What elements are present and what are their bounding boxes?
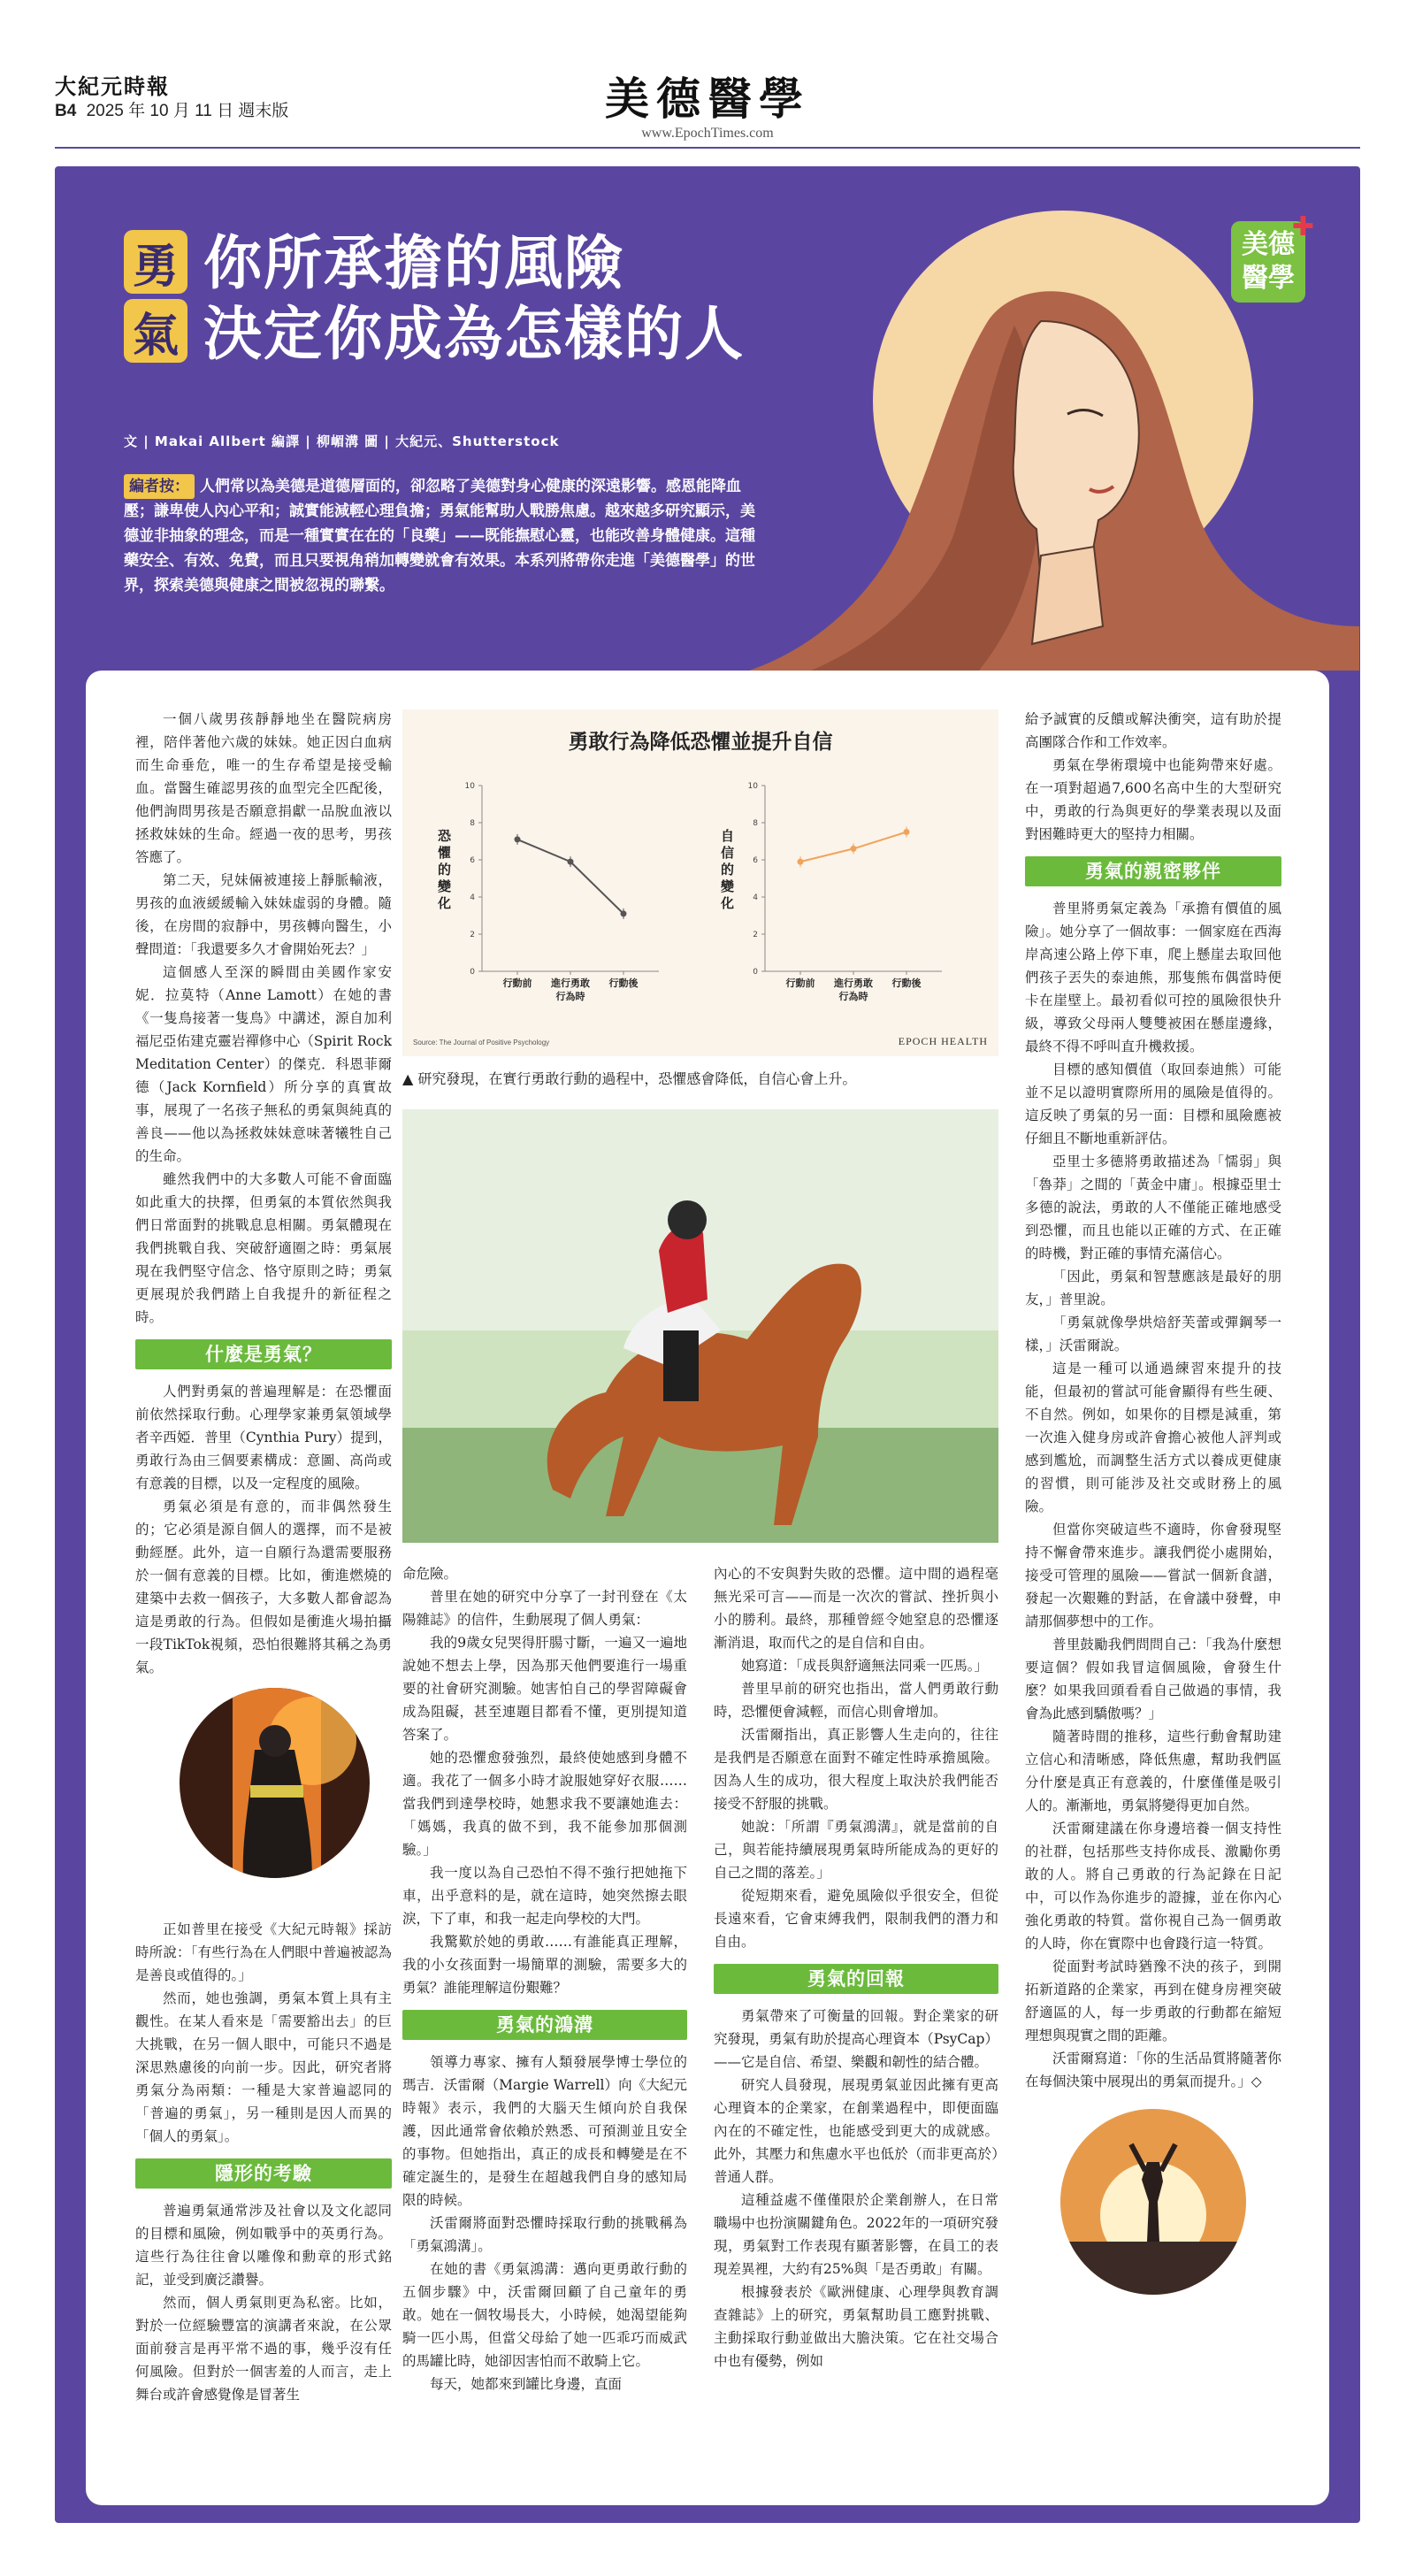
y-axis-label-char: 變 (438, 878, 452, 894)
paragraph: 我的9歲女兒哭得肝腸寸斷，一遍又一遍地說她不想去上學，因為那天他們要進行一場重要的社會研究測驗。她害怕自己的學習障礙會成為阻礙，甚至連題目都看不懂，更別提知道答案了。 (402, 1635, 687, 1743)
data-point (621, 910, 627, 916)
firefighter-image (180, 1688, 370, 1878)
paragraph: 正如普里在接受《大紀元時報》採訪時所說：「有些行為在人們眼中普遍被認為是善良或值得的。」 (135, 1921, 392, 1983)
paragraph: 她說：「所謂『勇氣鴻溝』，就是當前的自己，與若能持續展現勇氣時所能成為的更好的自己之間的落差。」 (714, 1819, 998, 1881)
x-tick-label: 行動前 (502, 978, 532, 989)
data-point (904, 829, 910, 835)
article-body (86, 671, 1329, 2505)
data-point (515, 836, 521, 842)
byline: 文 | Makai Allbert 編譯 | 柳嵋溝 圖 | 大紀元、Shutterstock (124, 433, 560, 449)
paragraph: 根據發表於《歐洲健康、心理學與教育調查雜誌》上的研究，勇氣幫助員工應對挑戰、主動採取行動並做出大膽決策。它在社交場合中也有優勢，例如 (714, 2284, 998, 2369)
paragraph: 給予誠實的反饋或解決衝突，這有助於提高團隊合作和工作效率。 (1025, 711, 1281, 750)
topic-badge-qi: 氣 (124, 299, 187, 363)
paragraph: 一個八歲男孩靜靜地坐在醫院病房裡，陪伴著他六歲的妹妹。她正因白血病而生命垂危，唯一的生存希望是接受輸血。當醫生確認男孩的血型完全匹配後，他們詢問男孩是否願意捐獻一品脫血液以拯救妹妹的生命。經過一夜的思考，男孩答應了。 (135, 711, 392, 865)
paragraph: 勇氣帶來了可衡量的回報。對企業家的研究發現，勇氣有助於提高心理資本（PsyCap）——它是自信、希望、樂觀和韌性的結合體。 (714, 2008, 998, 2070)
chart-source: Source: The Journal of Positive Psychology (413, 1039, 550, 1046)
x-tick-label: 行動後 (608, 978, 639, 989)
paragraph: 在她的書《勇氣鴻溝：邁向更勇敢行動的五個步驟》中，沃雷爾回顧了自己童年的勇敢。她在一個牧場長大，小時候，她渴望能夠騎一匹小馬，但當父母給了她一匹乖巧而威武的馬罐比時，她卻因害怕而不敢騎上它。 (402, 2261, 687, 2369)
y-axis-label-char: 化 (721, 895, 735, 911)
chart-plot (402, 709, 998, 1056)
hero-neck (1032, 547, 1103, 644)
y-axis-label-char: 信 (721, 845, 735, 861)
site-url[interactable]: www.EpochTimes.com (641, 126, 774, 141)
y-axis-label-char: 的 (438, 862, 452, 878)
x-tick-label: 行動前 (785, 978, 815, 989)
paragraph: 沃雷爾將面對恐懼時採取行動的挑戰稱為「勇氣鴻溝」。 (402, 2215, 687, 2254)
horse-rider-image (402, 1109, 998, 1543)
paper-name: 大紀元時報 (55, 73, 170, 99)
subheading: 勇氣的鴻溝 (402, 2010, 687, 2040)
paragraph: 她的恐懼愈發強烈，最終使她感到身體不適。我花了一個多小時才說服她穿好衣服……當我們到達學校時，她懇求我不要讓她進去：「媽媽，我真的做不到，我不能參加那個測驗。」 (402, 1750, 687, 1858)
paragraph: 「因此，勇氣和智慧應該是最好的朋友，」普里說。 (1025, 1269, 1281, 1307)
paragraph: 沃雷爾建議在你身邊培養一個支持性的社群，包括那些支持你成長、激勵你勇敢的人。將自己勇敢的行為記錄在日記中，可以作為你進步的證據，並在你內心強化勇敢的特質。當你視自己為一個勇敢的人時，你在實際中也會踐行這一特質。 (1025, 1821, 1281, 1951)
paragraph: 這種益處不僅僅限於企業創辦人，在日常職場中也扮演關鍵角色。2022年的一項研究發現，勇氣對工作表現有顯著影響，在員工的表現差異裡，大約有25%與「是否勇敢」有關。 (714, 2192, 998, 2277)
y-axis-label-char: 變 (721, 878, 735, 894)
chart-caption: ▲ 研究發現，在實行勇敢行動的過程中，恐懼感會降低，自信心會上升。 (402, 1070, 857, 1087)
data-point (568, 859, 574, 865)
paragraph: 普里早前的研究也指出，當人們勇敢行動時，恐懼便會減輕，而信心則會增加。 (714, 1681, 998, 1720)
column-1 (135, 708, 392, 2406)
paragraph: 從短期來看，避免風險似乎很安全，但從長遠來看，它會束縛我們，限制我們的潛力和自由。 (714, 1888, 998, 1950)
x-tick-label: 進行勇敢 (834, 978, 873, 989)
paragraph: 但當你突破這些不適時，你會發現堅持不懈會帶來進步。讓我們從小處開始，接受可管理的風險——嘗試一個新食譜，發起一次艱難的對話，在會議中發聲，申請那個夢想中的工作。 (1025, 1522, 1281, 1629)
y-tick-label: 4 (470, 893, 475, 902)
chart-title: 勇敢行為降低恐懼並提升自信 (568, 731, 833, 754)
paragraph: 雖然我們中的大多數人可能不會面臨如此重大的抉擇，但勇氣的本質依然與我們日常面對的挑戰息息相關。勇氣體現在我們挑戰自我、突破舒適圈之時：勇氣展現在我們堅守信念、恪守原則之時；勇氣更展現於我們踏上自我提升的新征程之時。 (135, 1171, 392, 1325)
y-axis-label-char: 化 (438, 895, 452, 911)
chart-credit: EPOCH HEALTH (898, 1035, 988, 1047)
y-tick-label: 8 (753, 819, 758, 828)
logo-line-2: 醫學 (1242, 263, 1295, 294)
paragraph: 人們對勇氣的普遍理解是：在恐懼面前依然採取行動。心理學家兼勇氣領域學者辛西婭．普里（Cynthia Pury）提到，勇敢行為由三個要素構成：意圖、高尚或有意義的目標，以及一定程度的風險。 (135, 1384, 392, 1491)
paragraph: 內心的不安與對失敗的恐懼。這中間的過程毫無光采可言——而是一次次的嘗試、挫折與小小的勝利。最終，那種曾經令她窒息的恐懼逐漸消退，取而代之的是自信和自由。 (714, 1566, 998, 1651)
topic-badges (124, 230, 187, 368)
paragraph: 「勇氣就像學烘焙舒芙蕾或彈鋼琴一樣，」沃雷爾說。 (1025, 1315, 1281, 1353)
y-axis-label-char: 自 (721, 828, 735, 844)
y-tick-label: 10 (747, 782, 758, 791)
y-axis-label (720, 828, 734, 911)
chart (402, 709, 998, 1056)
paragraph: 這是一種可以通過練習來提升的技能，但最初的嘗試可能會顯得有些生硬、不自然。例如，如果你的目標是減重，第一次進入健身房或許會擔心被他人評判或感到尷尬，而調整生活方式以養成更健康的習慣，則可能涉及社交或財務上的風險。 (1025, 1361, 1281, 1514)
paragraph: 亞里士多德將勇敢描述為「懦弱」與「魯莽」之間的「黃金中庸」。根據亞里士多德的說法，勇敢的人不僅能正確地感受到恐懼，而且也能以正確的方式、在正確的時機，對正確的事情充滿信心。 (1025, 1154, 1281, 1261)
feature-frame (55, 166, 1360, 2523)
paragraph: 我一度以為自己恐怕不得不強行把她拖下車，出乎意料的是，就在這時，她突然擦去眼淚，下了車，和我一起走向學校的大門。 (402, 1865, 687, 1927)
paragraph: 普里在她的研究中分享了一封刊登在《太陽雜誌》的信件，生動展現了個人勇氣： (402, 1589, 687, 1628)
column-4 (1025, 708, 1281, 2295)
headline (203, 228, 745, 370)
x-tick-label: 行為時 (555, 991, 585, 1002)
paragraph: 我驚歎於她的勇敢……有誰能真正理解，我的小女孩面對一場簡單的測驗，需要多大的勇氣？誰能理解這份艱難？ (402, 1934, 687, 1996)
paragraph: 命危險。 (402, 1566, 458, 1582)
series-line (517, 840, 623, 914)
paragraph: 她寫道：「成長與舒適無法同乘一匹馬。」 (741, 1658, 989, 1674)
y-tick-label: 6 (470, 856, 475, 865)
issue-date: 2025 年 10 月 11 日 週末版 (86, 102, 289, 120)
y-axis-label (437, 828, 452, 911)
logo-line-1: 美德 (1242, 229, 1295, 260)
sunrise-silhouette-image (1060, 2109, 1246, 2295)
paragraph: 從面對考試時猶豫不決的孩子，到開拓新道路的企業家，再到在健身房裡突破舒適區的人，每一步勇敢的行動都在縮短理想與現實之間的距離。 (1025, 1959, 1281, 2043)
plus-icon: ✚ (1291, 211, 1314, 242)
editor-note-text: 人們常以為美德是道德層面的，卻忽略了美德對身心健康的深遠影響。感恩能降血壓；謙卑使人內心平和；誠實能減輕心理負擔；勇氣能幫助人戰勝焦慮。越來越多研究顯示，美德並非抽象的理念，而是一種實實在在的「良藥」——既能撫慰心靈，也能改善身體健康。這種藥安全、有效、免費，而且只要視角稍加轉變就會有效果。本系列將帶你走進「美德醫學」的世界，探索美德與健康之間被忽視的聯繫。 (124, 478, 755, 594)
paragraph: 然而，她也強調，勇氣本質上具有主觀性。在某人看來是「需要豁出去」的巨大挑戰，在另一個人眼中，可能只不過是深思熟慮後的向前一步。因此，研究者將勇氣分為兩類：一種是大家普遍認同的「普遍的勇氣」，另一種則是因人而異的「個人的勇氣」。 (135, 1990, 392, 2144)
editor-note-tag: 編者按： (124, 474, 195, 499)
y-tick-label: 10 (464, 782, 475, 791)
y-axis-label-char: 懼 (438, 845, 452, 861)
paragraph: 普里將勇氣定義為「承擔有價值的風險」。她分享了一個故事：一個家庭在西海岸高速公路上停下車，爬上懸崖去取回他們孩子丟失的泰迪熊，那隻熊布偶當時便卡在崖壁上。最初看似可控的風險很快升級，導致父母兩人雙雙被困在懸崖邊緣，最終不得不呼叫直升機救援。 (1025, 901, 1281, 1054)
topic-badge-yong: 勇 (124, 230, 187, 294)
masthead (0, 0, 1415, 168)
y-tick-label: 4 (753, 893, 758, 902)
paragraph: 勇氣必須是有意的，而非偶然發生的；它必須是源自個人的選擇，而不是被動經歷。此外，這一自願行為還需要服務於一個有意義的目標。比如，衝進燃燒的建築中去救一個孩子，大多數人都會認為這是勇敢的行為。但假如是衝進火場拍攝一段TikTok視頻，恐怕很難將其稱之為勇氣。 (135, 1499, 392, 1675)
y-tick-label: 0 (470, 968, 475, 977)
page-number: B4 (55, 102, 77, 120)
firefighter-image-slot (135, 1679, 392, 1918)
paragraph: 普遍勇氣通常涉及社會以及文化認同的目標和風險，例如戰爭中的英勇行為。這些行為往往會以雕像和勳章的形式銘記，並受到廣泛讚譽。 (135, 2203, 392, 2288)
x-tick-label: 進行勇敢 (551, 978, 590, 989)
paragraph: 第二天，兒妹倆被連接上靜脈輸液，男孩的血液緩緩輸入妹妹虛弱的身體。隨後，在房間的寂靜中，男孩轉向醫生，小聲問道：「我還要多久才會開始死去？」 (135, 872, 392, 957)
paragraph: 沃雷爾寫道：「你的生活品質將隨著你在每個決策中展現出的勇氣而提升。」◇ (1025, 2051, 1281, 2089)
paragraph: 沃雷爾指出，真正影響人生走向的，往往是我們是否願意在面對不確定性時承擔風險。因為人生的成功，很大程度上取決於我們能否接受不舒服的挑戰。 (714, 1727, 998, 1812)
paragraph: 這個感人至深的瞬間由美國作家安妮．拉莫特（Anne Lamott）在她的書《一隻鳥接著一隻鳥》中講述，源自加利福尼亞佑建克靈岩禪修中心（Spirit Rock Meditation Center）的傑克．科恩菲爾德（Jack Kornfield）所分享的真實故事，展現了一名孩子無私的勇氣與純真的善良——他以為拯救妹妹意味著犧牲自己的生命。 (135, 964, 392, 1164)
headline-line-2: 決定你成為怎樣的人 (203, 300, 745, 368)
paragraph: 目標的感知價值（取回泰迪熊）可能並不足以證明實際所用的風險是值得的。這反映了勇氣的另一面：目標和風險應被仔細且不斷地重新評估。 (1025, 1062, 1281, 1146)
paragraph: 每天，她都來到罐比身邊，直面 (430, 2376, 623, 2392)
subheading: 勇氣的回報 (714, 1964, 998, 1994)
paragraph: 普里鼓勵我們問問自己：「我為什麼想要這個？假如我冒這個風險，會發生什麼？如果我回頭看看自己做過的事情，我會為此感到驕傲嗎？」 (1025, 1637, 1281, 1721)
section-title: 美德醫學 (605, 73, 810, 125)
y-tick-label: 6 (753, 856, 758, 865)
editor-note (124, 474, 761, 598)
x-tick-label: 行動後 (891, 978, 922, 989)
y-tick-label: 2 (470, 931, 475, 939)
y-axis-label-char: 的 (721, 862, 735, 878)
masthead-rule (55, 147, 1360, 149)
data-point (798, 859, 804, 865)
subheading: 隱形的考驗 (135, 2158, 392, 2189)
column-3 (714, 1562, 998, 2373)
virtue-medicine-logo (1231, 211, 1314, 303)
paragraph: 隨著時間的推移，這些行動會幫助建立信心和清晰感，降低焦慮，幫助我們區分什麼是真正有意義的，什麼僅僅是吸引人的。漸漸地，勇氣將變得更加自然。 (1025, 1729, 1281, 1813)
paragraph: 研究人員發現，展現勇氣並因此擁有更高心理資本的企業家，在創業過程中，即便面臨內在的不確定性，也能感受到更大的成就感。此外，其壓力和焦慮水平也低於（而非更高於）普通人群。 (714, 2077, 998, 2185)
subheading: 什麼是勇氣？ (135, 1339, 392, 1369)
paragraph: 領導力專家、擁有人類發展學博士學位的瑪吉．沃雷爾（Margie Warrell）向《大紀元時報》表示，我們的大腦天生傾向於自我保護，因此通常會依賴於熟悉、可預測並且安全的事物。但她指出，真正的成長和轉變是在不確定誕生的，是發生在超越我們自身的感知局限的時候。 (402, 2054, 687, 2208)
y-tick-label: 0 (753, 968, 758, 977)
y-tick-label: 2 (753, 931, 758, 939)
column-2 (402, 1562, 687, 2396)
x-tick-label: 行為時 (838, 991, 868, 1002)
paragraph: 然而，個人勇氣則更為私密。比如，對於一位經驗豐富的演講者來說，在公眾面前發言是再平常不過的事，幾乎沒有任何風險。但對於一個害羞的人而言，走上舞台或許會感覺像是冒著生 (135, 2295, 392, 2403)
subheading: 勇氣的親密夥伴 (1025, 856, 1281, 886)
y-axis-label-char: 恐 (438, 828, 452, 844)
y-tick-label: 8 (470, 819, 475, 828)
data-point (851, 846, 857, 852)
paragraph: 勇氣在學術環境中也能夠帶來好處。在一項對超過7,600名高中生的大型研究中，勇敢的行為與更好的學業表現以及面對困難時更大的堅持力相關。 (1025, 757, 1281, 842)
headline-line-1: 你所承擔的風險 (203, 229, 624, 297)
